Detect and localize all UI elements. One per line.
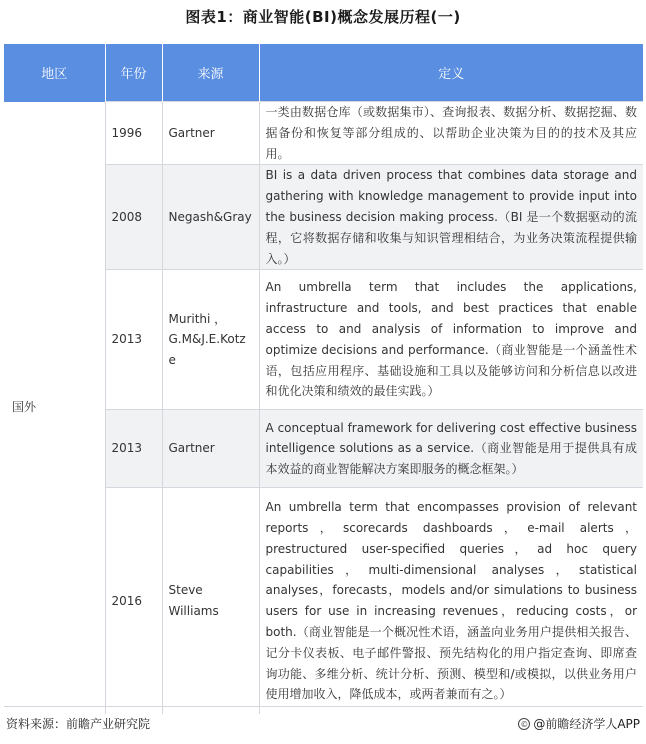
source-cell: Gartner [162, 410, 259, 488]
source-note: 资料来源：前瞻产业研究院 [6, 717, 151, 731]
definition-text: BI is a data driven process that combines data storage and gathering with knowledge management to provide input into the business decision making process.（BI 是一个数据驱动的流程，它将数据存储和收集与知识管理相结合，为业务决策流程提供输入。） [265, 168, 637, 266]
brand-credit [518, 715, 640, 732]
brand-text: @前瞻经济学人APP [533, 717, 640, 731]
year-cell: 2013 [105, 410, 162, 488]
header-definition: 定义 [259, 44, 643, 102]
definition-cell [259, 410, 643, 488]
table-bottom-rule [4, 706, 643, 707]
header-source: 来源 [162, 44, 259, 102]
definition-cell [259, 488, 643, 714]
definition-text: An umbrella term that encompasses provision of relevant reports，scorecards dashboards，e-mail alerts，prestructured user-specified queries，ad hoc query capabilities，multi-dimensional analyses，statistical analyses，forecasts，models and/or simulations to business users for use in increasing revenues，reducing costs，or both.（商业智能是一个概况性术语，涵盖向业务用户提供相关报告、记分卡仪表板、电子邮件警报、预先结构化的用户指定查询、即席查询功能、多维分析、统计分析、预测、模型和/或模拟，以供业务用户使用增加收入，降低成本，或两者兼而有之。） [265, 500, 637, 702]
header-region: 地区 [4, 44, 105, 102]
definition-cell [259, 165, 643, 270]
definition-text: A conceptual framework for delivering cost effective business intelligence solutions as a service.（商业智能是用于提供具有成本效益的商业智能解决方案即服务的概念框架。） [265, 420, 637, 477]
source-cell: Steve Williams [162, 488, 259, 714]
year-cell: 2013 [105, 270, 162, 410]
page-title: 图表1：商业智能(BI)概念发展历程(一) [185, 8, 461, 26]
header-year: 年份 [105, 44, 162, 102]
region-cell: 国外 [12, 400, 37, 415]
definition-text: An umbrella term that includes the applications, infrastructure and tools, and best practices that enable access to and analysis of information to improve and optimize decisions and performance.（商业智能是一个涵盖性术语，包括应用程序、基础设施和工具以及能够访问和分析信息以改进和优化决策和绩效的最佳实践。） [265, 280, 637, 399]
definition-cell [259, 270, 643, 410]
qianzhan-logo-icon: © [520, 719, 529, 729]
year-cell: 2008 [105, 165, 162, 270]
year-cell: 1996 [105, 102, 162, 165]
definition-cell [259, 102, 643, 165]
bi-concept-table [4, 44, 643, 714]
table-header-row [4, 44, 643, 102]
table-row [4, 102, 643, 165]
source-cell: Murithi ， G.M&J.E.Kotze [162, 270, 259, 410]
year-cell: 2016 [105, 488, 162, 714]
source-cell: Gartner [162, 102, 259, 165]
definition-text: 一类由数据仓库（或数据集市）、查询报表、数据分析、数据挖掘、数据备份和恢复等部分组成的、以帮助企业决策为目的的技术及其应用。 [265, 105, 637, 161]
source-cell: Negash&Gray [162, 165, 259, 270]
